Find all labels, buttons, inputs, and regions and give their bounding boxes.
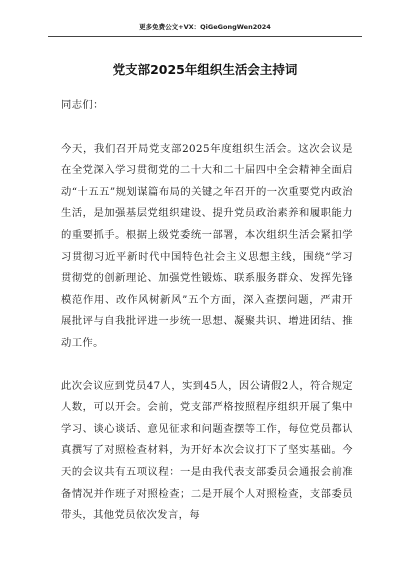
paragraph-2: 此次会议应到党员47人，实到45人，因公请假2人，符合规定人数，可以开会。会前，党支部严格按照程序组织开展了集中学习、谈心谈话、意见征求和问题查摆等工作，每位党员都认真撰写了对照检查材料，为开好本次会议打下了坚实基础。今天的会议共有五项议程：一是由我代表支部委员会通报会前准备情况并作班子对照检查；二是开展个人对照检查，支部委员带头，其他党员依次发言，每 (61, 379, 353, 522)
header-divider (48, 36, 362, 37)
greeting: 同志们： (61, 99, 104, 111)
document-title: 党支部2025年组织生活会主持词 (112, 62, 298, 77)
page-header: 更多免费公文+VX：QiGeGongWen2024 (139, 23, 271, 31)
paragraph-1: 今天，我们召开局党支部2025年度组织生活会。这次会议是在全党深入学习贯彻党的二十大和二十届四中全会精神全面启动“十五五”规划谋篇布局的关键之年召开的一次重要党内政治生活，是加强基层党组织建设、提升党员政治素养和履职能力的重要抓手。根据上级党委统一部署，本次组织生活会紧扣学习贯彻习近平新时代中国特色社会主义思想主线，围绕“学习贯彻党的创新理论、加强党性锻炼、联系服务群众、发挥先锋模范作用、改作风树新风”五个方面，深入查摆问题，严肃开展批评与自我批评进一步统一思想、凝聚共识、增进团结、推动工作。 (61, 142, 353, 349)
document-body (61, 95, 353, 548)
